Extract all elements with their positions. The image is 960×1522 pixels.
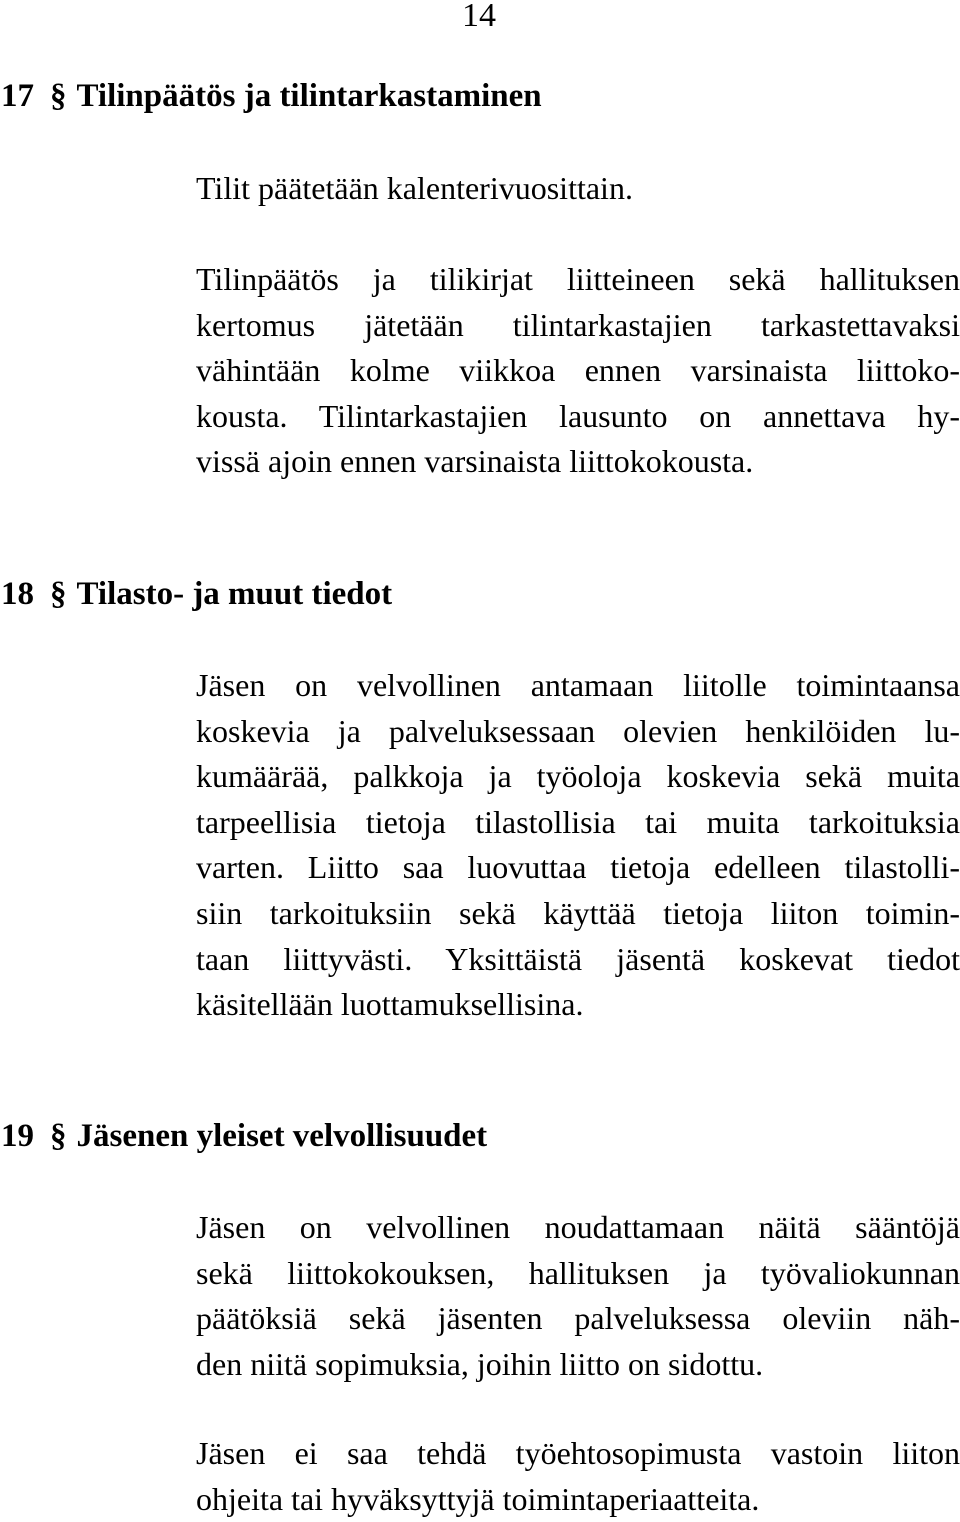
paragraph-line: kertomus jätetään tilintarkastajien tarkastettavaksi xyxy=(196,306,960,343)
paragraph-line: Tilit päätetään kalenterivuosittain. xyxy=(196,170,633,206)
paragraph-line: ohjeita tai hyväksyttyjä toimintaperiaatteita. xyxy=(196,1480,760,1517)
paragraph xyxy=(196,663,960,1028)
paragraph-line: vissä ajoin ennen varsinaista liittokokousta. xyxy=(196,443,754,480)
section-19-heading xyxy=(1,1116,487,1156)
paragraph-line: tarpeellisia tietoja tilastollisia tai muita tarkoituksia xyxy=(196,803,960,840)
paragraph-line: siin tarkoituksiin sekä käyttää tietoja liiton toimin- xyxy=(196,894,960,931)
section-symbol: § xyxy=(50,1118,67,1154)
paragraph-line: koskevia ja palveluksessaan olevien henkilöiden lu- xyxy=(196,712,960,749)
paragraph-line: Jäsen on velvollinen noudattamaan näitä sääntöjä xyxy=(196,1209,960,1245)
section-title: Jäsenen yleiset velvollisuudet xyxy=(76,1118,488,1154)
paragraph xyxy=(196,166,960,212)
paragraph-line: kousta. Tilintarkastajien lausunto on annettava hy- xyxy=(196,397,960,434)
page-number: 14 xyxy=(462,0,496,34)
paragraph-line: Jäsen ei saa tehdä työehtosopimusta vastoin liiton xyxy=(196,1435,960,1471)
paragraph-line: sekä liittokokouksen, hallituksen ja työvaliokunnan xyxy=(196,1254,960,1291)
section-title: Tilinpäätös ja tilintarkastaminen xyxy=(76,78,542,114)
paragraph-line: Tilinpäätös ja tilikirjat liitteineen sekä hallituksen xyxy=(196,261,960,297)
section-17-heading xyxy=(1,76,542,116)
paragraph-line: päätöksiä sekä jäsenten palveluksessa oleviin näh- xyxy=(196,1300,960,1337)
paragraph xyxy=(196,257,960,485)
paragraph-line: käsitellään luottamuksellisina. xyxy=(196,986,584,1023)
paragraph-line: Jäsen on velvollinen antamaan liitolle toimintaansa xyxy=(196,667,960,703)
section-number: 19 xyxy=(1,1118,34,1154)
paragraph-line: den niitä sopimuksia, joihin liitto on sidottu. xyxy=(196,1345,764,1382)
section-number: 18 xyxy=(1,576,34,612)
paragraph-line: vähintään kolme viikkoa ennen varsinaista liittoko- xyxy=(196,352,960,389)
section-symbol: § xyxy=(50,576,67,612)
paragraph-line: taan liittyvästi. Yksittäistä jäsentä koskevat tiedot xyxy=(196,940,960,977)
section-18-heading xyxy=(1,574,392,614)
section-title: Tilasto- ja muut tiedot xyxy=(76,576,393,612)
paragraph-line: varten. Liitto saa luovuttaa tietoja edelleen tilastolli- xyxy=(196,849,960,886)
paragraph xyxy=(196,1205,960,1387)
paragraph-line: kumäärää, palkkoja ja työoloja koskevia sekä muita xyxy=(196,758,960,795)
section-number: 17 xyxy=(1,78,34,114)
section-symbol: § xyxy=(50,78,67,114)
paragraph xyxy=(196,1431,960,1522)
